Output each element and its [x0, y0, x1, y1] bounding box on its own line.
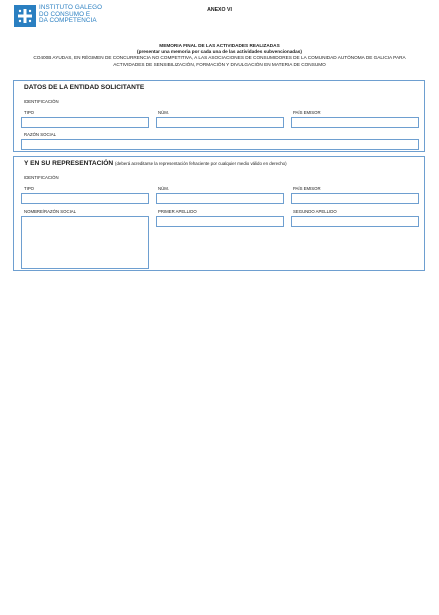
applicant-type-field[interactable] — [21, 117, 149, 128]
representative-second-surname-label: SEGUNDO APELLIDO — [293, 209, 337, 214]
applicant-company-name-label: RAZÓN SOCIAL — [24, 132, 56, 137]
representative-issuing-country-field[interactable] — [291, 193, 419, 204]
representative-section-title — [24, 160, 287, 167]
procedure-line-2: ACTIVIDADES DE SENSIBILIZACIÓN, FORMACIÓN Y DIVULGACIÓN EN MATERIA DE CONSUMO — [113, 61, 326, 67]
document-title: MEMORIA FINAL DE LAS ACTIVIDADES REALIZADAS — [159, 43, 280, 48]
representative-title-text: Y EN SU REPRESENTACIÓN — [24, 160, 114, 167]
representative-name-field[interactable] — [21, 216, 149, 269]
representative-name-label: NOMBRE/RAZÓN SOCIAL — [24, 209, 77, 214]
representative-type-label: TIPO — [24, 186, 35, 191]
representative-identification-label: IDENTIFICACIÓN — [24, 175, 59, 180]
document-header — [10, 43, 429, 68]
procedure-line-1: CO400B AYUDAS, EN RÉGIMEN DE CONCURRENCIA NO COMPETITIVA, A LAS ASOCIACIONES DE CONSUMIDORES DE LA COMUNIDAD AUTÓNOMA DE GALICIA PARA — [33, 55, 406, 61]
applicant-number-field[interactable] — [156, 117, 284, 128]
representative-number-label: NÚM. — [158, 186, 169, 191]
applicant-section-title: DATOS DE LA ENTIDAD SOLICITANTE — [24, 84, 145, 91]
representative-first-surname-label: PRIMER APELLIDO — [158, 209, 197, 214]
representative-type-field[interactable] — [21, 193, 149, 204]
logo-line-1: INSTITUTO GALEGO — [39, 4, 103, 11]
document-subtitle: (presentar una memoria por cada una de las actividades subvencionadas) — [137, 49, 302, 55]
representative-section — [13, 156, 425, 271]
representative-issuing-country-label: PAÍS EMISOR — [293, 186, 321, 191]
applicant-number-label: NÚM. — [158, 110, 169, 115]
applicant-identification-label: IDENTIFICACIÓN — [24, 99, 59, 104]
logo-line-2: DO CONSUMO E — [39, 10, 91, 18]
applicant-issuing-country-label: PAÍS EMISOR — [293, 110, 321, 115]
representative-first-surname-field[interactable] — [156, 216, 284, 227]
applicant-company-name-field[interactable] — [21, 139, 419, 150]
representative-number-field[interactable] — [156, 193, 284, 204]
representative-second-surname-field[interactable] — [291, 216, 419, 227]
applicant-type-label: TIPO — [24, 110, 35, 115]
representative-note: (deberá acreditarse la representación fehaciente por cualquier medio válido en derecho) — [115, 161, 287, 166]
applicant-entity-section — [13, 80, 425, 152]
applicant-issuing-country-field[interactable] — [291, 117, 419, 128]
logo-line-3: DA COMPETENCIA — [39, 17, 97, 25]
annex-label: ANEXO VI — [207, 7, 232, 13]
